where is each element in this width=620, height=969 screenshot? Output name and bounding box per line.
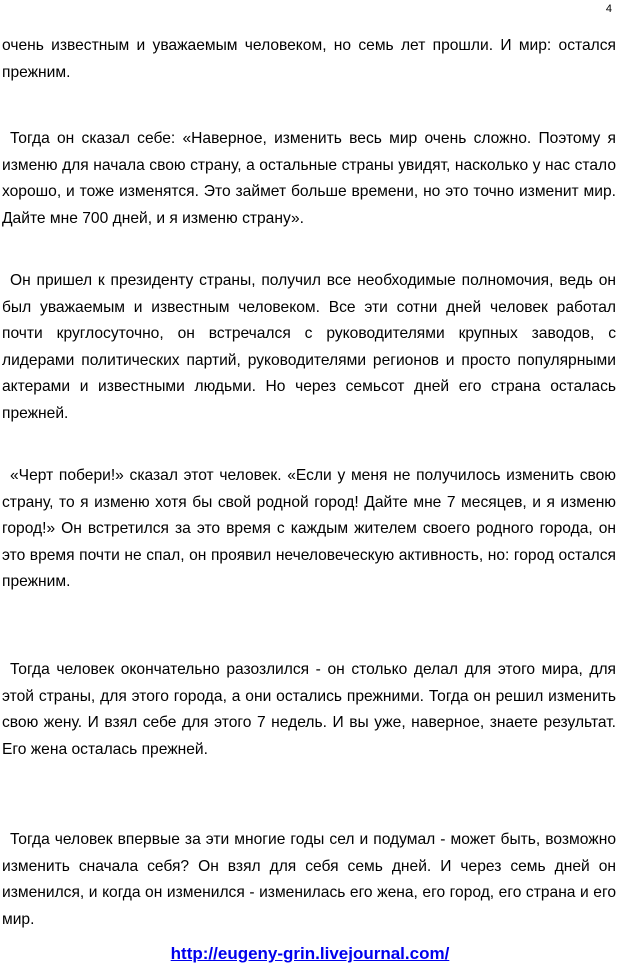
- footer-link[interactable]: http://eugeny-grin.livejournal.com/: [170, 944, 450, 963]
- paragraph-5: Тогда человек окончательно разозлился - он столько делал для этого мира, для этой страны, для этого города, а они остались прежними. Тогда он решил изменить свою жену. И взял себе для этого 7 недель. И вы уже, наверное, знаете результат. Его жена осталась прежней.: [2, 661, 616, 758]
- paragraph-3: Он пришел к президенту страны, получил все необходимые полномочия, ведь он был уважаемым и известным человеком. Все эти сотни дней человек работал почти круглосуточно, он встречался с руководителями крупных заводов, с лидерами политических партий, руководителями регионов и просто популярными актерами и известными людьми. Но через семьсот дней его страна осталась прежней.: [2, 272, 616, 422]
- page-number: 4: [605, 3, 612, 15]
- paragraph-4: «Черт побери!» сказал этот человек. «Если у меня не получилось изменить свою страну, то я изменю хотя бы свой родной город! Дайте мне 7 месяцев, и я изменю город!» Он встретился за это время с каждым жителем своего родного города, он это время почти не спал, он проявил нечеловеческую активность, но: город остался прежним.: [2, 467, 616, 590]
- paragraph-1: очень известным и уважаемым человеком, но семь лет прошли. И мир: остался прежним.: [2, 37, 616, 81]
- paragraph-2: Тогда он сказал себе: «Наверное, изменить весь мир очень сложно. Поэтому я изменю для начала свою страну, а остальные страны увидят, насколько у нас стало хорошо, и тоже изменятся. Это займет больше времени, но это точно изменит мир. Дайте мне 700 дней, и я изменю страну».: [2, 130, 616, 227]
- paragraph-6: Тогда человек впервые за эти многие годы сел и подумал - может быть, возможно изменить сначала себя? Он взял для себя семь дней. И через семь дней он изменился, и когда он изменился - изменилась его жена, его город, его страна и его мир.: [2, 831, 616, 928]
